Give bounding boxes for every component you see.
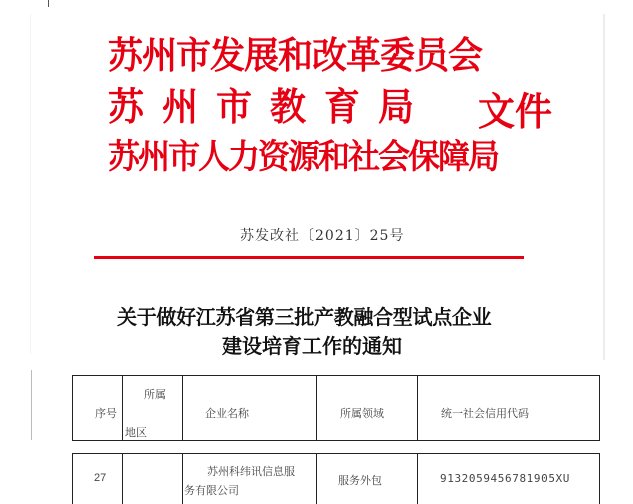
row-company-line-1: 苏州科纬讯信息服 — [207, 466, 295, 478]
page-edge-right — [603, 14, 605, 360]
header-company: 企业名称 — [205, 408, 249, 420]
issuer-development-reform-commission: 苏州市发展和改革委员会 — [108, 34, 483, 78]
issuer-human-resources-bureau: 苏州市人力资源和社会保障局 — [108, 136, 499, 177]
page-edge-mark — [31, 370, 32, 440]
document-title-line-2: 建设培育工作的通知 — [222, 334, 402, 358]
document-title-line-1: 关于做好江苏省第三批产教融合型试点企业 — [117, 305, 492, 329]
header-field: 所属领域 — [340, 408, 384, 420]
table-header — [31, 368, 603, 440]
header-credit-code: 统一社会信用代码 — [441, 408, 529, 420]
document-number: 苏发改社〔2021〕25号 — [240, 228, 405, 244]
header-region-bottom: 地区 — [125, 427, 147, 439]
row-credit-code: 9132059456781905XU — [440, 472, 571, 485]
row-field: 服务外包 — [338, 475, 382, 487]
row-index: 27 — [94, 472, 107, 484]
header-region-top: 所属 — [144, 389, 166, 401]
page-edge-left — [30, 14, 31, 354]
document-suffix: 文件 — [478, 88, 552, 135]
scan-tick-mark — [48, 0, 49, 7]
row-company-line-2: 务有限公司 — [184, 485, 239, 497]
header-index: 序号 — [95, 408, 117, 420]
issuer-education-bureau: 苏州市教育局 — [108, 85, 433, 130]
red-divider — [94, 256, 524, 259]
